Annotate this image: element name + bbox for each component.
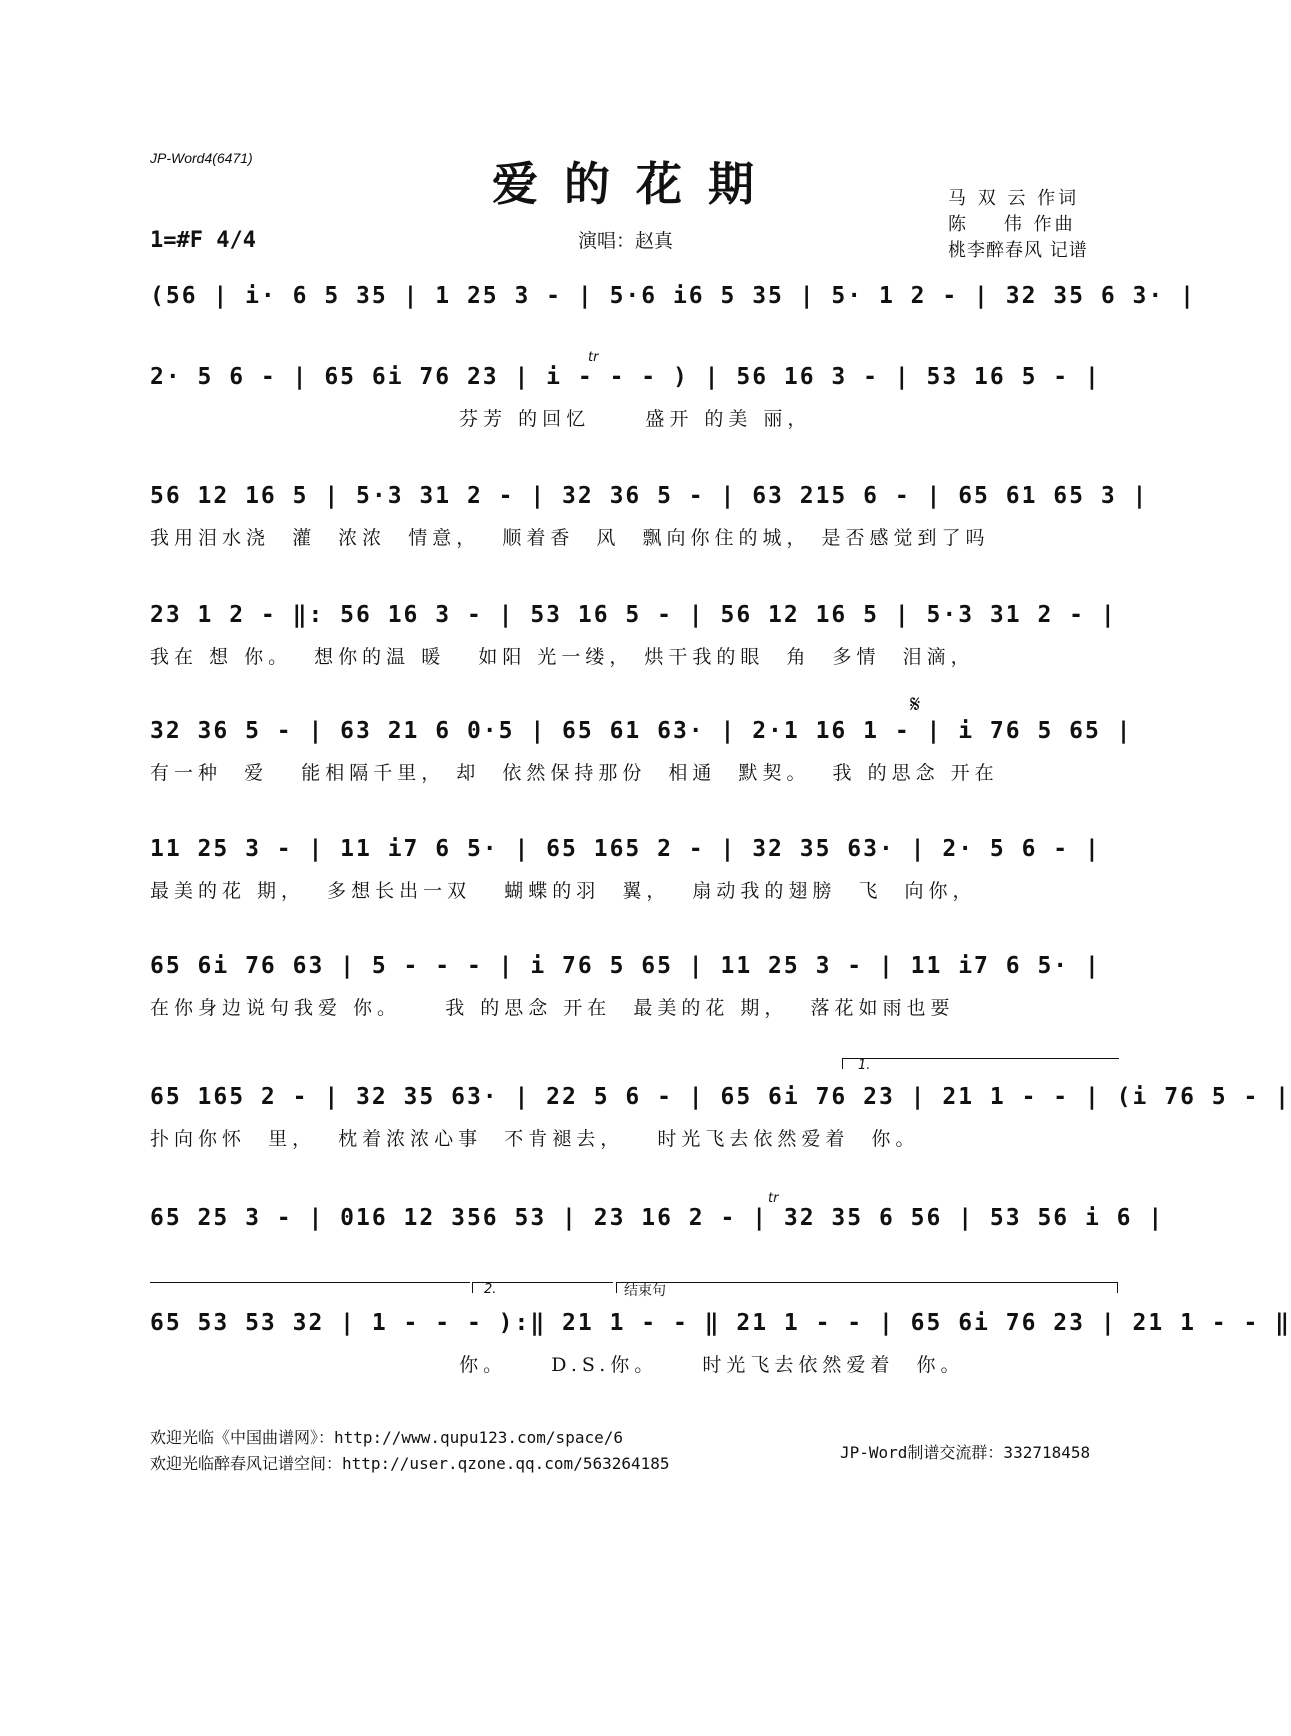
volta-1-bracket-continued (150, 1282, 470, 1291)
music-line: 2· 5 6 - | 65 6i 76 23 | i - - - ) | 56 16 3 - | 53 16 5 - | (150, 364, 1101, 390)
lyric-line: 扑向你怀 里， 枕着浓浓心事 不肯褪去， 时光飞去依然爱着 你。 (150, 1128, 920, 1150)
music-line: 65 53 53 32 | 1 - - - ):‖ 21 1 - - ‖ 21 1 - - | 65 6i 76 23 | 21 1 - - ‖ (150, 1310, 1291, 1336)
lyric-line: 最美的花 期， 多想长出一双 蝴蝶的羽 翼， 扇动我的翅膀 飞 向你， (150, 880, 977, 902)
ending-bracket (616, 1282, 1118, 1293)
lyricist-credit: 马 双 云 作词 (948, 188, 1080, 209)
music-line: (56 | i· 6 5 35 | 1 25 3 - | 5·6 i6 5 35 | 5· 1 2 - | 32 35 6 3· | (150, 283, 1196, 309)
trill-mark: tr (588, 350, 599, 365)
music-line: 32 36 5 - | 63 21 6 0·5 | 65 61 63· | 2·1 16 1 - | i 76 5 65 | (150, 718, 1133, 744)
lyric-line: 有一种 爱 能相隔千里， 却 依然保持那份 相通 默契。 我 的思念 开在 (150, 762, 999, 784)
lyric-line: 我在 想 你。 想你的温 暖 如阳 光一缕， 烘干我的眼 角 多情 泪滴， (150, 646, 975, 668)
music-line: 11 25 3 - | 11 i7 6 5· | 65 165 2 - | 32 35 63· | 2· 5 6 - | (150, 836, 1101, 862)
composer-credit: 陈 伟 作曲 (948, 214, 1076, 235)
trill-mark: tr (768, 1191, 779, 1206)
song-title: 爱的花期 (492, 157, 780, 211)
music-line: 65 6i 76 63 | 5 - - - | i 76 5 65 | 11 25 3 - | 11 i7 6 5· | (150, 953, 1101, 979)
lyric-line: 我用泪水浇 灌 浓浓 情意， 顺着香 风 飘向你住的城， 是否感觉到了吗 (150, 527, 990, 549)
key-signature: 1=#F 4/4 (150, 228, 256, 253)
music-line: 65 165 2 - | 32 35 63· | 22 5 6 - | 65 6i 76 23 | 21 1 - - | (i 76 5 - | (150, 1084, 1291, 1110)
qq-group-text: JP-Word制谱交流群：332718458 (840, 1443, 1091, 1462)
volta-1-label: 1. (858, 1058, 871, 1073)
footer-link-1[interactable]: 欢迎光临《中国曲谱网》：http://www.qupu123.com/space/6 (150, 1428, 623, 1447)
transcriber-credit: 桃李醉春风 记谱 (948, 240, 1088, 261)
singer-credit: 演唱：赵真 (578, 230, 674, 252)
lyric-line: 芬芳 的回忆 盛开 的美 丽， (150, 408, 812, 430)
ending-label: 结束句 (624, 1283, 666, 1299)
segno-sign: 𝄋 (910, 690, 921, 718)
lyric-line: 在你身边说句我爱 你。 我 的思念 开在 最美的花 期， 落花如雨也要 (150, 997, 955, 1019)
lyric-line (150, 1245, 1118, 1275)
music-line: 56 12 16 5 | 5·3 31 2 - | 32 36 5 - | 63 215 6 - | 65 61 65 3 | (150, 483, 1149, 509)
lyric-line (150, 323, 1118, 353)
music-line: 65 25 3 - | 016 12 356 53 | 23 16 2 - | 32 35 6 56 | 53 56 i 6 | (150, 1205, 1165, 1231)
lyric-line: 你。 D.S.你。 时光飞去依然爱着 你。 (150, 1354, 965, 1376)
music-line: 23 1 2 - ‖: 56 16 3 - | 53 16 5 - | 56 12 16 5 | 5·3 31 2 - | (150, 602, 1117, 628)
volta-2-label: 2. (484, 1282, 497, 1297)
footer-link-2[interactable]: 欢迎光临醉春风记谱空间：http://user.qzone.qq.com/563264185 (150, 1454, 670, 1473)
volta-1-bracket (842, 1058, 1119, 1069)
software-label: JP-Word4(6471) (150, 150, 253, 166)
